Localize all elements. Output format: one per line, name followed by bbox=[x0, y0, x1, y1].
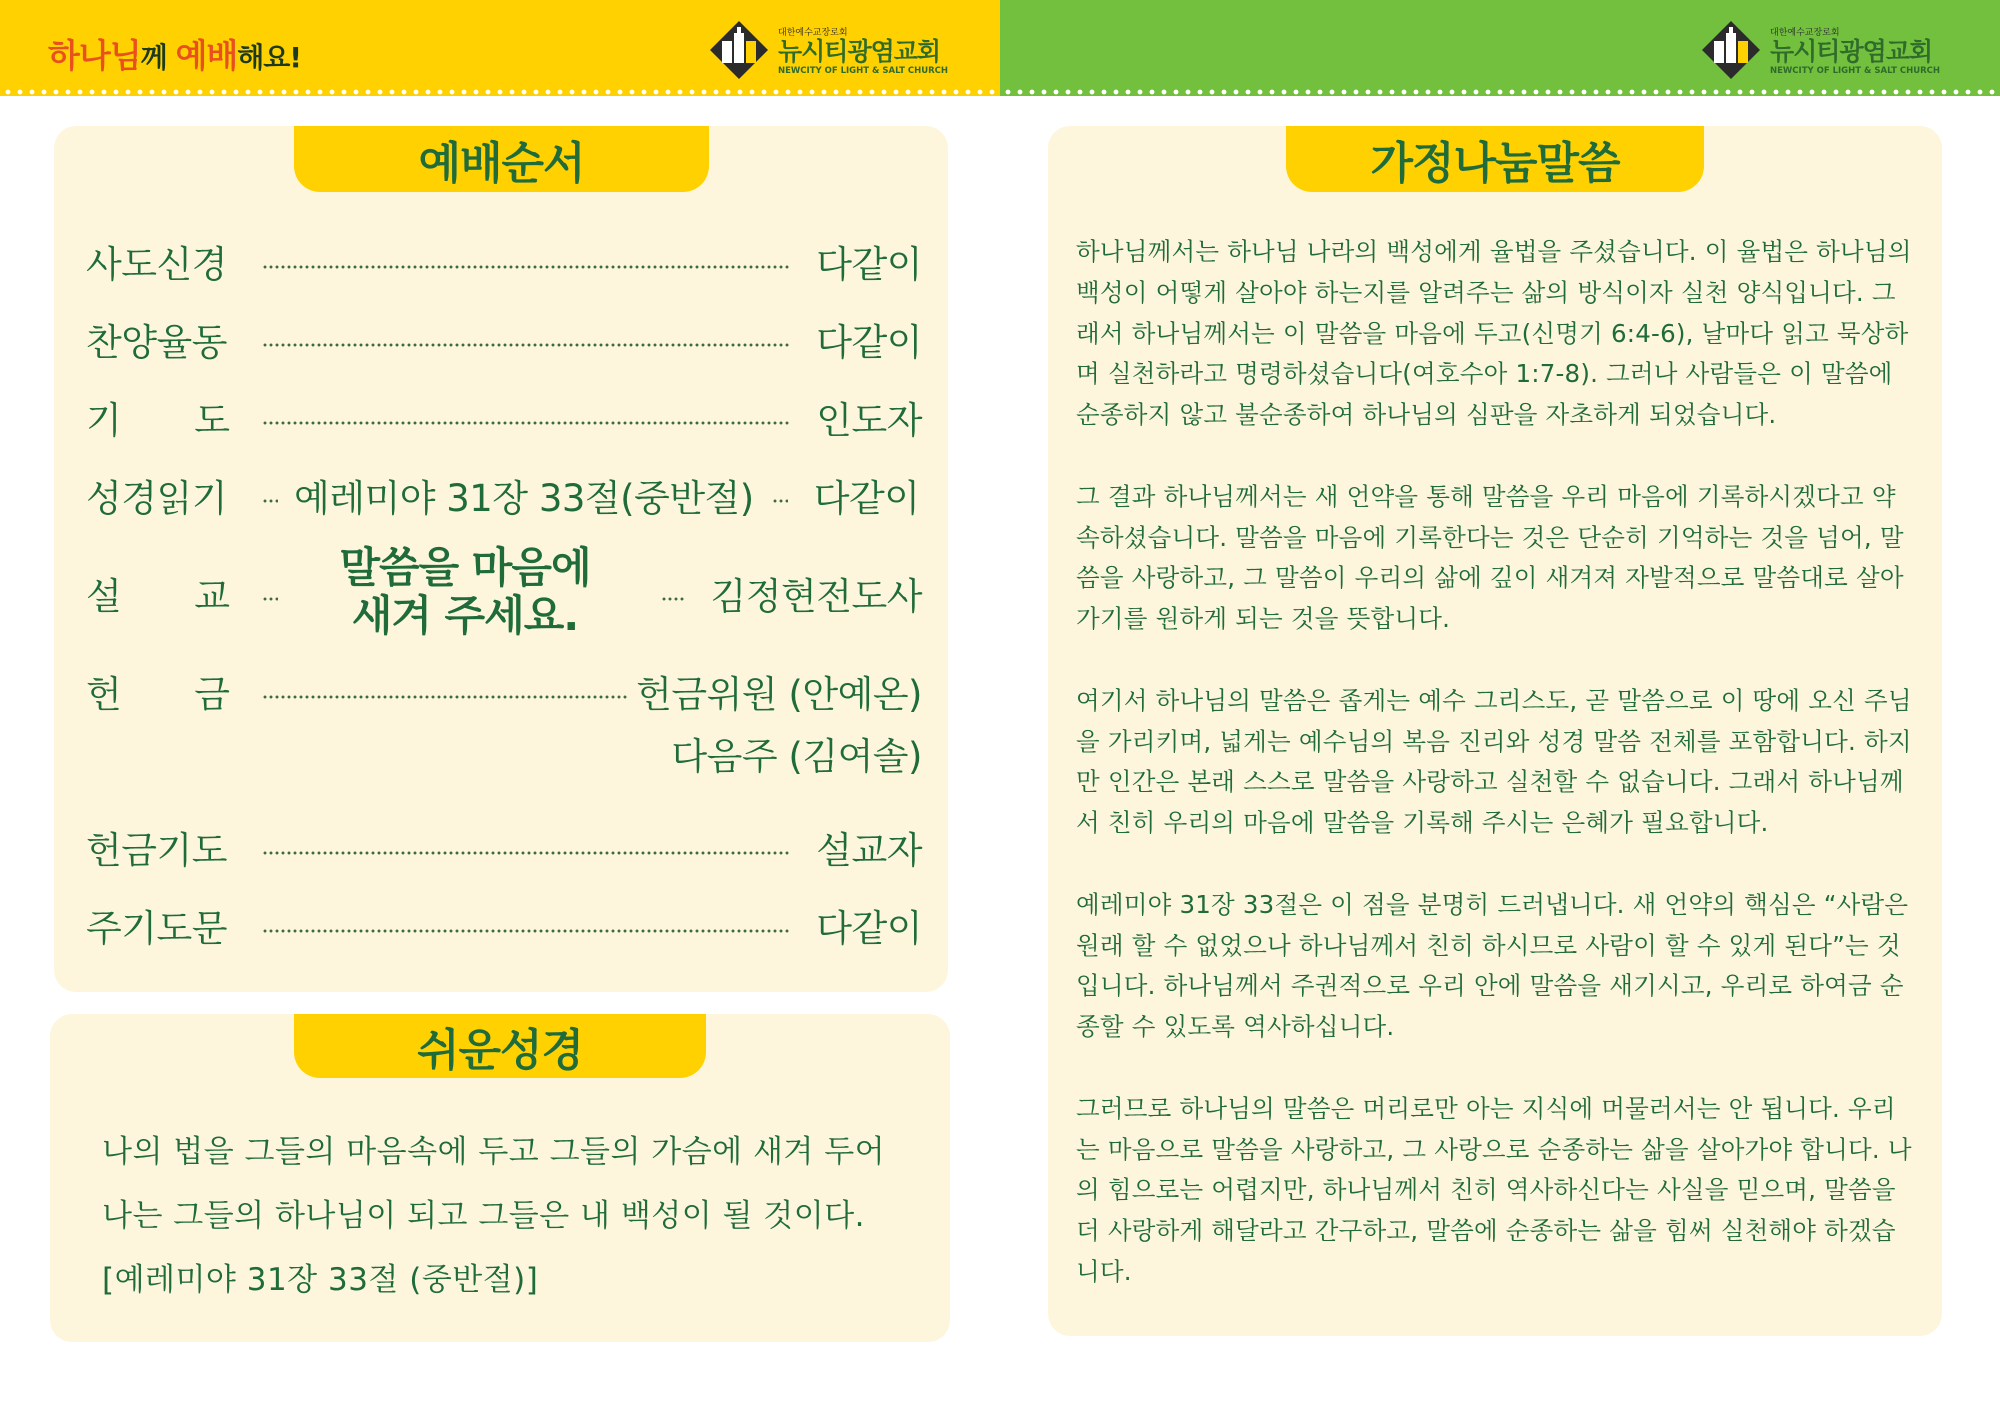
sharing-paragraph: 그러므로 하나님의 말씀은 머리로만 아는 지식에 머물러서는 안 됩니다. 우리는 마음으로 말씀을 사랑하고, 그 사랑으로 순종하는 삶을 살아가야 합니다. 나의 힘으로는 어렵지만, 하나님께서 친히 역사하신다는 사실을 믿으며, 말씀을 더 사랑하게 해달라고 간구하고, 말씀에 순종하는 삶을 힘써 실천해야 하겠습니다. bbox=[1076, 1093, 1912, 1286]
leader-dots bbox=[262, 851, 790, 855]
order-value: 다같이 bbox=[813, 477, 920, 520]
leader-dots bbox=[262, 499, 278, 503]
logo-name-ko: 뉴시티광염교회 bbox=[778, 36, 941, 66]
leader-dots bbox=[772, 499, 788, 503]
order-label: 사도신경 bbox=[86, 243, 227, 286]
leader-dots bbox=[262, 597, 278, 601]
order-value: 다같이 bbox=[816, 243, 922, 286]
logo-denomination: 대한예수교장로회 bbox=[778, 27, 848, 38]
leader-dots bbox=[661, 597, 685, 601]
order-value: 김정현전도사 bbox=[710, 575, 922, 618]
order-value: 설교자 bbox=[816, 829, 922, 872]
order-row-offering bbox=[86, 666, 922, 716]
right-header-bar bbox=[1000, 0, 2000, 96]
church-logo-left bbox=[708, 20, 948, 80]
left-header-bar bbox=[0, 0, 1000, 96]
order-label: 헌금기도 bbox=[86, 829, 227, 872]
page-headline bbox=[48, 30, 301, 77]
order-label: 성경읽기 bbox=[86, 477, 227, 520]
order-label: 기 도 bbox=[86, 399, 230, 442]
worship-order-title: 예배순서 bbox=[294, 126, 709, 192]
header-dotted-border bbox=[0, 88, 1000, 96]
sermon-title-line2: 새겨 주세요. bbox=[351, 591, 579, 640]
order-value: 헌금위원 (안예온) bbox=[636, 673, 922, 716]
header-dotted-border bbox=[1000, 88, 2000, 96]
sermon-title bbox=[300, 544, 630, 640]
logo-name-en: NEWCITY OF LIGHT & SALT CHURCH bbox=[1770, 65, 1941, 76]
order-row-lords-prayer bbox=[86, 900, 922, 950]
sermon-title-line1: 말씀을 마음에 bbox=[339, 543, 591, 592]
easy-bible-title: 쉬운성경 bbox=[294, 1014, 706, 1078]
family-sharing-text bbox=[1076, 232, 1916, 1334]
order-label: 찬양율동 bbox=[86, 321, 227, 364]
order-value: 다같이 bbox=[816, 321, 922, 364]
church-logo-right bbox=[1700, 20, 1940, 80]
bible-reading-passage: 예레미야 31장 33절(중반절) bbox=[294, 477, 754, 520]
headline-ending: 해요! bbox=[237, 41, 302, 74]
leader-dots bbox=[262, 343, 790, 347]
headline-word-worship: 예배 bbox=[175, 36, 238, 75]
order-row-praise bbox=[86, 314, 922, 364]
leader-dots bbox=[262, 421, 790, 425]
logo-name-en: NEWCITY OF LIGHT & SALT CHURCH bbox=[778, 65, 949, 76]
order-row-prayer bbox=[86, 392, 922, 442]
logo-denomination: 대한예수교장로회 bbox=[1770, 27, 1840, 38]
sharing-paragraph: 하나님께서는 하나님 나라의 백성에게 율법을 주셨습니다. 이 율법은 하나님의 백성이 어떻게 살아야 하는지를 알려주는 삶의 방식이자 실천 양식입니다. 그래서 하나님께서는 이 말씀을 마음에 두고(신명기 6:4-6), 날마다 읽고 묵상하며 실천하라고 명령하셨습니다(여호수아 1:7-8). 그러나 사람들은 이 말씀에 순종하지 않고 불순종하여 하나님의 심판을 자초하게 되었습니다. bbox=[1076, 237, 1912, 430]
leader-dots bbox=[262, 695, 628, 699]
order-label: 설 교 bbox=[86, 575, 230, 618]
logo-name-ko: 뉴시티광염교회 bbox=[1770, 36, 1933, 66]
family-sharing-title: 가정나눔말씀 bbox=[1286, 126, 1704, 192]
leader-dots bbox=[262, 929, 790, 933]
order-row-bible-reading bbox=[86, 470, 922, 520]
church-logo-icon bbox=[708, 19, 770, 81]
order-value: 다같이 bbox=[816, 907, 922, 950]
headline-particle: 께 bbox=[140, 41, 176, 74]
sharing-paragraph: 그 결과 하나님께서는 새 언약을 통해 말씀을 우리 마음에 기록하시겠다고 약속하셨습니다. 말씀을 마음에 기록한다는 것은 단순히 기억하는 것을 넘어, 말씀을 사랑하고, 그 말씀이 우리의 삶에 깊이 새겨져 자발적으로 말씀대로 살아가기를 원하게 되는 것을 뜻합니다. bbox=[1076, 481, 1904, 634]
order-row-offering-prayer bbox=[86, 822, 922, 872]
easy-bible-text: 나의 법을 그들의 마음속에 두고 그들의 가슴에 새겨 두어 나는 그들의 하나님이 되고 그들은 내 백성이 될 것이다. [예레미야 31장 33절 (중반절)] bbox=[102, 1134, 886, 1298]
sharing-paragraph: 예레미야 31장 33절은 이 점을 분명히 드러냅니다. 새 언약의 핵심은 “사람은 원래 할 수 없었으나 하나님께서 친히 하시므로 사람이 할 수 있게 된다”는 것입니다. 하나님께서 주권적으로 우리 안에 말씀을 새기시고, 우리로 하여금 순종할 수 있도록 역사하십니다. bbox=[1076, 889, 1909, 1042]
church-logo-icon bbox=[1700, 19, 1762, 81]
order-row-creed bbox=[86, 236, 922, 286]
order-value: 인도자 bbox=[816, 399, 922, 442]
order-label: 헌 금 bbox=[86, 673, 230, 716]
order-value-next-week: 다음주 (김여솔) bbox=[671, 735, 922, 778]
leader-dots bbox=[262, 265, 790, 269]
order-label: 주기도문 bbox=[86, 907, 227, 950]
order-row-offering-next bbox=[86, 728, 922, 778]
sharing-paragraph: 여기서 하나님의 말씀은 좁게는 예수 그리스도, 곧 말씀으로 이 땅에 오신 주님을 가리키며, 넓게는 예수님의 복음 진리와 성경 말씀 전체를 포함합니다. 하지만 인간은 본래 스스로 말씀을 사랑하고 실천할 수 없습니다. 그래서 하나님께서 친히 우리의 마음에 말씀을 기록해 주시는 은혜가 필요합니다. bbox=[1076, 685, 1912, 838]
headline-word-god: 하나님 bbox=[48, 36, 141, 75]
